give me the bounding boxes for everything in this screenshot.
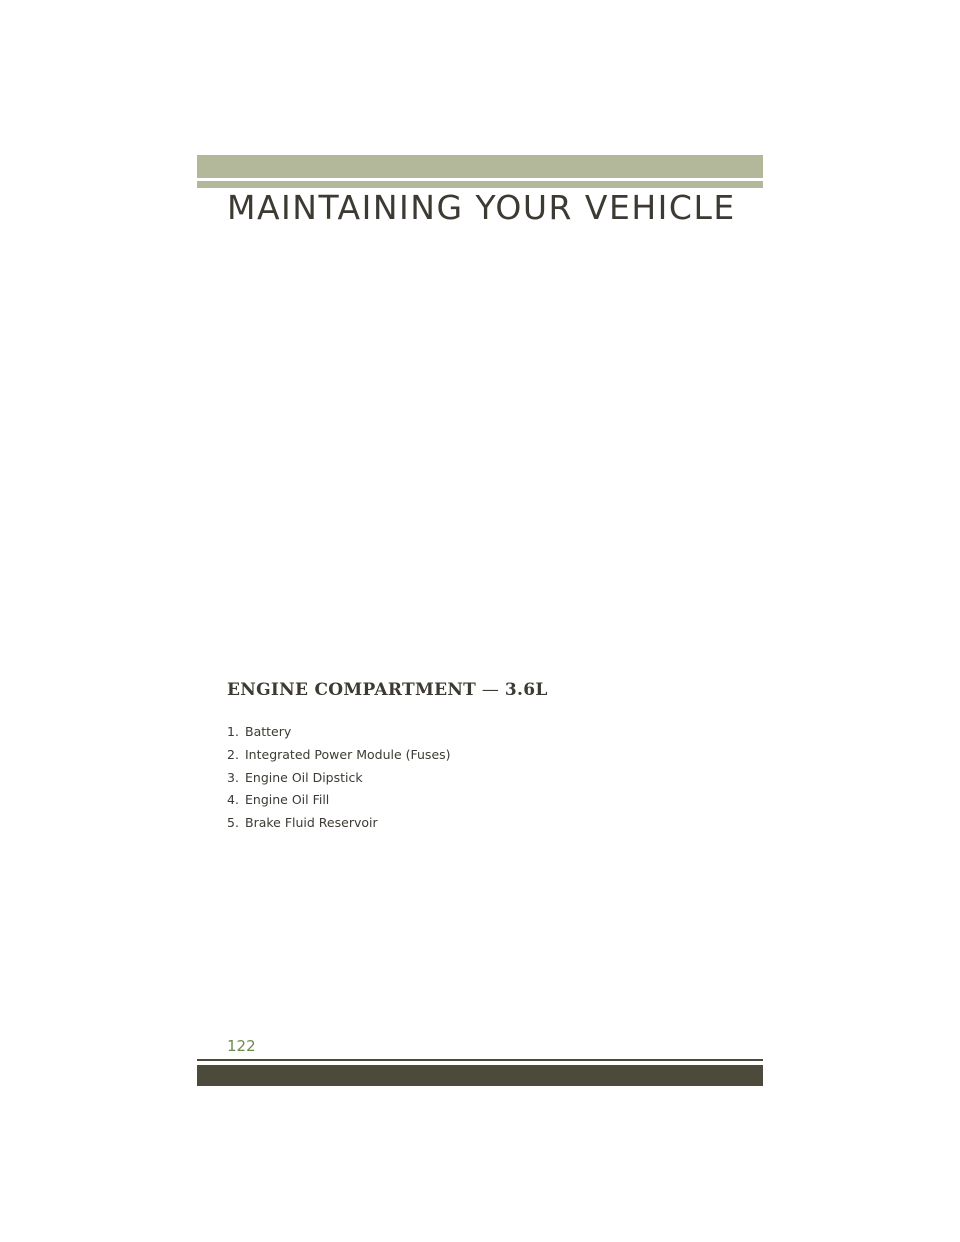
chapter-title: MAINTAINING YOUR VEHICLE	[227, 188, 736, 227]
list-item-number: 1.	[227, 724, 239, 739]
section-heading	[227, 680, 548, 700]
section-heading-suffix: 3.6L	[504, 680, 548, 700]
footer-rule	[197, 1059, 763, 1061]
list-item-label: Battery	[245, 724, 292, 739]
list-item	[227, 790, 451, 813]
list-item	[227, 768, 451, 791]
list-item-number: 2.	[227, 746, 239, 762]
list-item-number: 3.	[227, 769, 239, 785]
list-item	[227, 813, 451, 836]
header-band	[197, 155, 763, 178]
list-item-label: Integrated Power Module (Fuses)	[245, 746, 451, 762]
list-item	[227, 745, 451, 768]
section-heading-dash: —	[476, 680, 505, 700]
list-item-number: 4.	[227, 792, 239, 808]
list-item	[227, 722, 451, 745]
header-stripe	[197, 181, 763, 188]
parts-list	[227, 722, 451, 836]
list-item-label: Engine Oil Fill	[245, 792, 330, 808]
footer-band	[197, 1065, 763, 1086]
list-item-label: Engine Oil Dipstick	[245, 769, 363, 785]
list-item-number: 5.	[227, 815, 239, 831]
page-number: 122	[227, 1037, 256, 1055]
section-heading-main: ENGINE COMPARTMENT	[227, 680, 477, 700]
list-item-label: Brake Fluid Reservoir	[245, 815, 378, 831]
